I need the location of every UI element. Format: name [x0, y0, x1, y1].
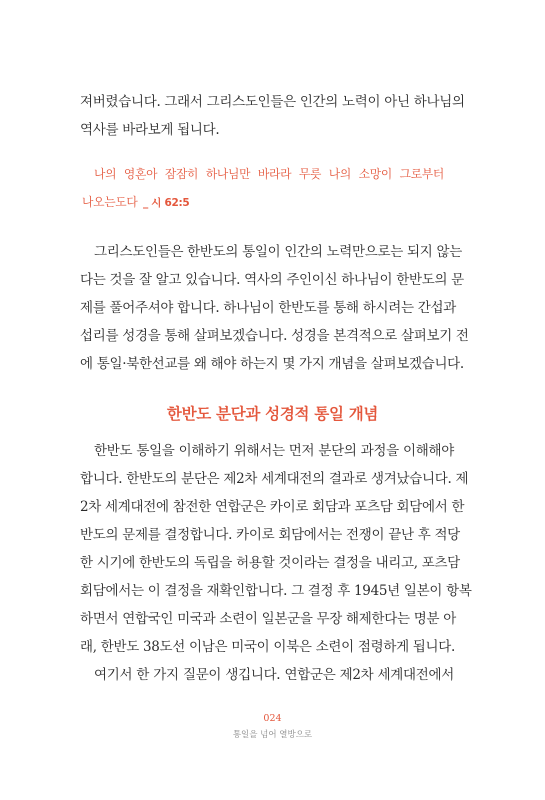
text-line: 하면서 연합국인 미국과 소련이 일본군을 무장 해제한다는 명분 아 [80, 611, 456, 627]
quote-line: 나의 영혼아 잠잠히 하나님만 바라라 무릇 나의 소망이 그로부터 [94, 167, 444, 181]
quote-line [82, 188, 444, 216]
text-line: 한 시기에 한반도의 독립을 허용할 것이라는 결정을 내리고, 포츠담 [80, 555, 460, 571]
text-line: 역사를 바라보게 됩니다. [80, 122, 220, 138]
text-line: 래, 한반도 38도선 이남은 미국이 이북은 소련이 점령하게 됩니다. [80, 639, 456, 655]
paragraph [80, 437, 472, 661]
page-number: 024 [263, 713, 282, 724]
text-line: 다는 것을 잘 알고 있습니다. 역사의 주인이신 하나님이 한반도의 문 [80, 272, 464, 288]
text-line: 섭리를 성경을 통해 살펴보겠습니다. 성경을 본격적으로 살펴보기 전 [80, 328, 469, 344]
text-line: 회담에서는 이 결정을 재확인합니다. 그 결정 후 1945년 일본이 항복 [80, 583, 472, 599]
text-line: 합니다. 한반도의 분단은 제2차 세계대전의 결과로 생겨났습니다. 제 [80, 471, 469, 487]
text-line: 져버렸습니다. 그래서 그리스도인들은 인간의 노력이 아닌 하나님의 [80, 94, 465, 110]
paragraph-continuation [80, 88, 465, 144]
text-line: 그리스도인들은 한반도의 통일이 인간의 노력만으로는 되지 않는 [94, 244, 462, 260]
quote-text: 나오는도다 [82, 195, 138, 209]
text-line: 제를 풀어주셔야 합니다. 하나님이 한반도를 통해 하시려는 간섭과 [80, 300, 456, 316]
text-line: 한반도 통일을 이해하기 위해서는 먼저 분단의 과정을 이해해야 [94, 443, 454, 459]
text-line: 에 통일·북한선교를 왜 해야 하는지 몇 가지 개념을 살펴보겠습니다. [80, 356, 464, 372]
text-line: 반도의 문제를 결정합니다. 카이로 회담에서는 전쟁이 끝난 후 적당 [80, 527, 460, 543]
text-line: 여기서 한 가지 질문이 생깁니다. 연합군은 제2차 세계대전에서 [94, 667, 454, 683]
scripture-reference: _ 시 62:5 [142, 197, 190, 209]
paragraph [80, 661, 454, 689]
running-footer-title: 통일을 넘어 열방으로 [232, 730, 313, 740]
paragraph [80, 238, 469, 378]
section-heading: 한반도 분단과 성경적 통일 개념 [166, 405, 379, 423]
text-line: 2차 세계대전에 참전한 연합군은 카이로 회담과 포츠담 회담에서 한 [80, 499, 465, 515]
scripture-quote [82, 160, 444, 216]
